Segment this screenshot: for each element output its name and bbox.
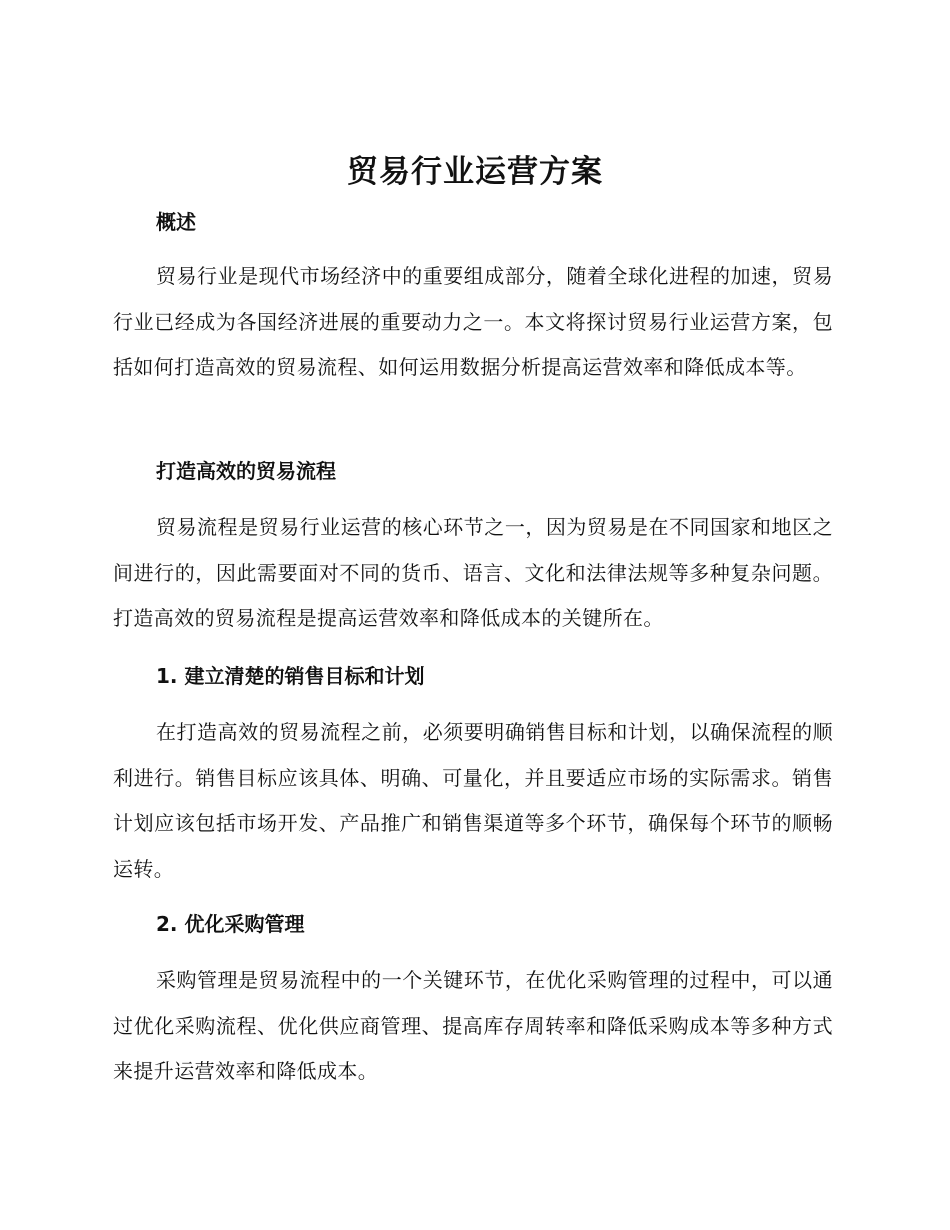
section-paragraph-overview: 贸易行业是现代市场经济中的重要组成部分，随着全球化进程的加速，贸易行业已经成为各国经济进展的重要动力之一。本文将探讨贸易行业运营方案，包括如何打造高效的贸易流程、如何运用数据分析提高运营效率和降低成本等。 xyxy=(113,264,833,379)
section-heading-overview: 概述 xyxy=(156,210,196,234)
section-heading-efficient-process: 打造高效的贸易流程 xyxy=(156,459,336,483)
section-paragraph-sales-goals: 在打造高效的贸易流程之前，必须要明确销售目标和计划，以确保流程的顺利进行。销售目标应该具体、明确、可量化，并且要适应市场的实际需求。销售计划应该包括市场开发、产品推广和销售渠道等多个环节，确保每个环节的顺畅运转。 xyxy=(113,720,833,881)
section-heading-sales-goals: 1. 建立清楚的销售目标和计划 xyxy=(156,664,425,688)
section-paragraph-efficient-process: 贸易流程是贸易行业运营的核心环节之一，因为贸易是在不同国家和地区之间进行的，因此需要面对不同的货币、语言、文化和法律法规等多种复杂问题。打造高效的贸易流程是提高运营效率和降低成本的关键所在。 xyxy=(113,515,833,630)
section-heading-procurement: 2. 优化采购管理 xyxy=(156,912,305,936)
document-title: 贸易行业运营方案 xyxy=(347,154,603,190)
section-paragraph-procurement: 采购管理是贸易流程中的一个关键环节，在优化采购管理的过程中，可以通过优化采购流程、优化供应商管理、提高库存周转率和降低采购成本等多种方式来提升运营效率和降低成本。 xyxy=(113,968,833,1083)
